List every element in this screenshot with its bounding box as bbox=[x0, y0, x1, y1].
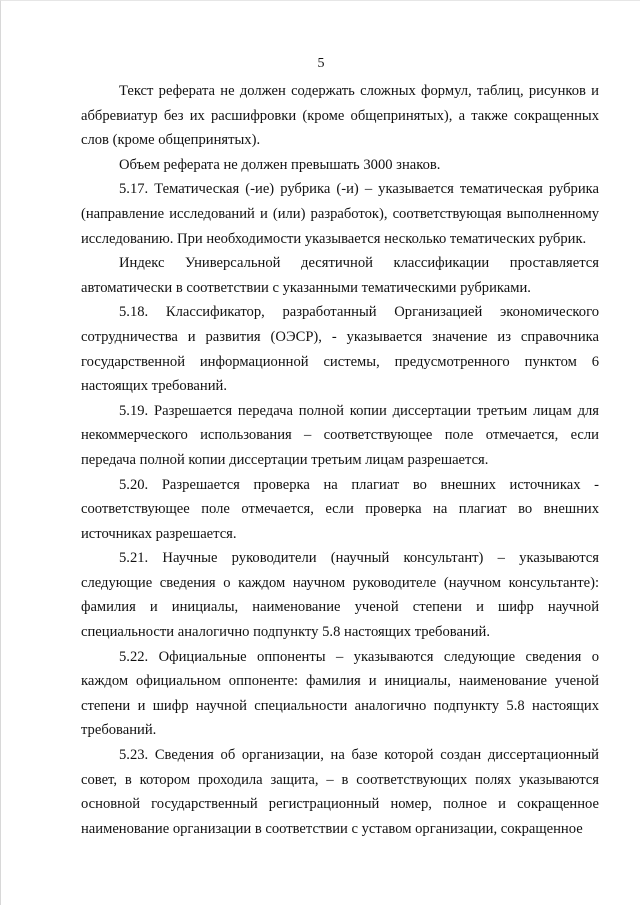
paragraph-5-22: 5.22. Официальные оппоненты – указываются следующие сведения о каждом официальном оппоненте: фамилия и инициалы, наименование ученой степени и шифр научной специальности аналогично подпункту 5.8 настоящих требований. bbox=[81, 648, 599, 739]
paragraph-5-20: 5.20. Разрешается проверка на плагиат во внешних источниках - соответствующее поле отмечается, если проверка на плагиат во внешних источниках разрешается. bbox=[81, 476, 599, 542]
paragraph-abstract-content: Текст реферата не должен содержать сложных формул, таблиц, рисунков и аббревиатур без их расшифровки (кроме общепринятых), а также сокращенных слов (кроме общепринятых). bbox=[81, 83, 599, 149]
paragraph-5-17: 5.17. Тематическая (-ие) рубрика (-и) – указывается тематическая рубрика (направление исследований и (или) разработок), соответствующая выполненному исследованию. При необходимости указывается несколько тематических рубрик. bbox=[81, 181, 599, 247]
paragraph-5-18: 5.18. Классификатор, разработанный Организацией экономического сотрудничества и развития (ОЭСР), - указывается значение из справочника государственной информационной системы, предусмотренного пунктом 6 настоящих требований. bbox=[81, 304, 599, 395]
paragraph-udc-index: Индекс Универсальной десятичной классификации проставляется автоматически в соответствии с указанными тематическими рубриками. bbox=[81, 255, 599, 296]
document-body bbox=[81, 79, 599, 841]
paragraph-5-21: 5.21. Научные руководители (научный консультант) – указываются следующие сведения о каждом научном руководителе (научном консультанте): фамилия и инициалы, наименование ученой степени и шифр научной специальности аналогично подпункту 5.8 настоящих требований. bbox=[81, 550, 599, 641]
paragraph-5-23: 5.23. Сведения об организации, на базе которой создан диссертационный совет, в котором проходила защита, – в соответствующих полях указываются основной государственный регистрационный номер, полное и сокращенное наименование организации в соответствии с уставом организации, сокращенное bbox=[81, 747, 599, 837]
paragraph-abstract-length: Объем реферата не должен превышать 3000 знаков. bbox=[119, 156, 441, 173]
paragraph-5-19: 5.19. Разрешается передача полной копии диссертации третьим лицам для некоммерческого использования – соответствующее поле отмечается, если передача полной копии диссертации третьим лицам разрешается. bbox=[81, 402, 599, 468]
page-number: 5 bbox=[317, 56, 325, 71]
